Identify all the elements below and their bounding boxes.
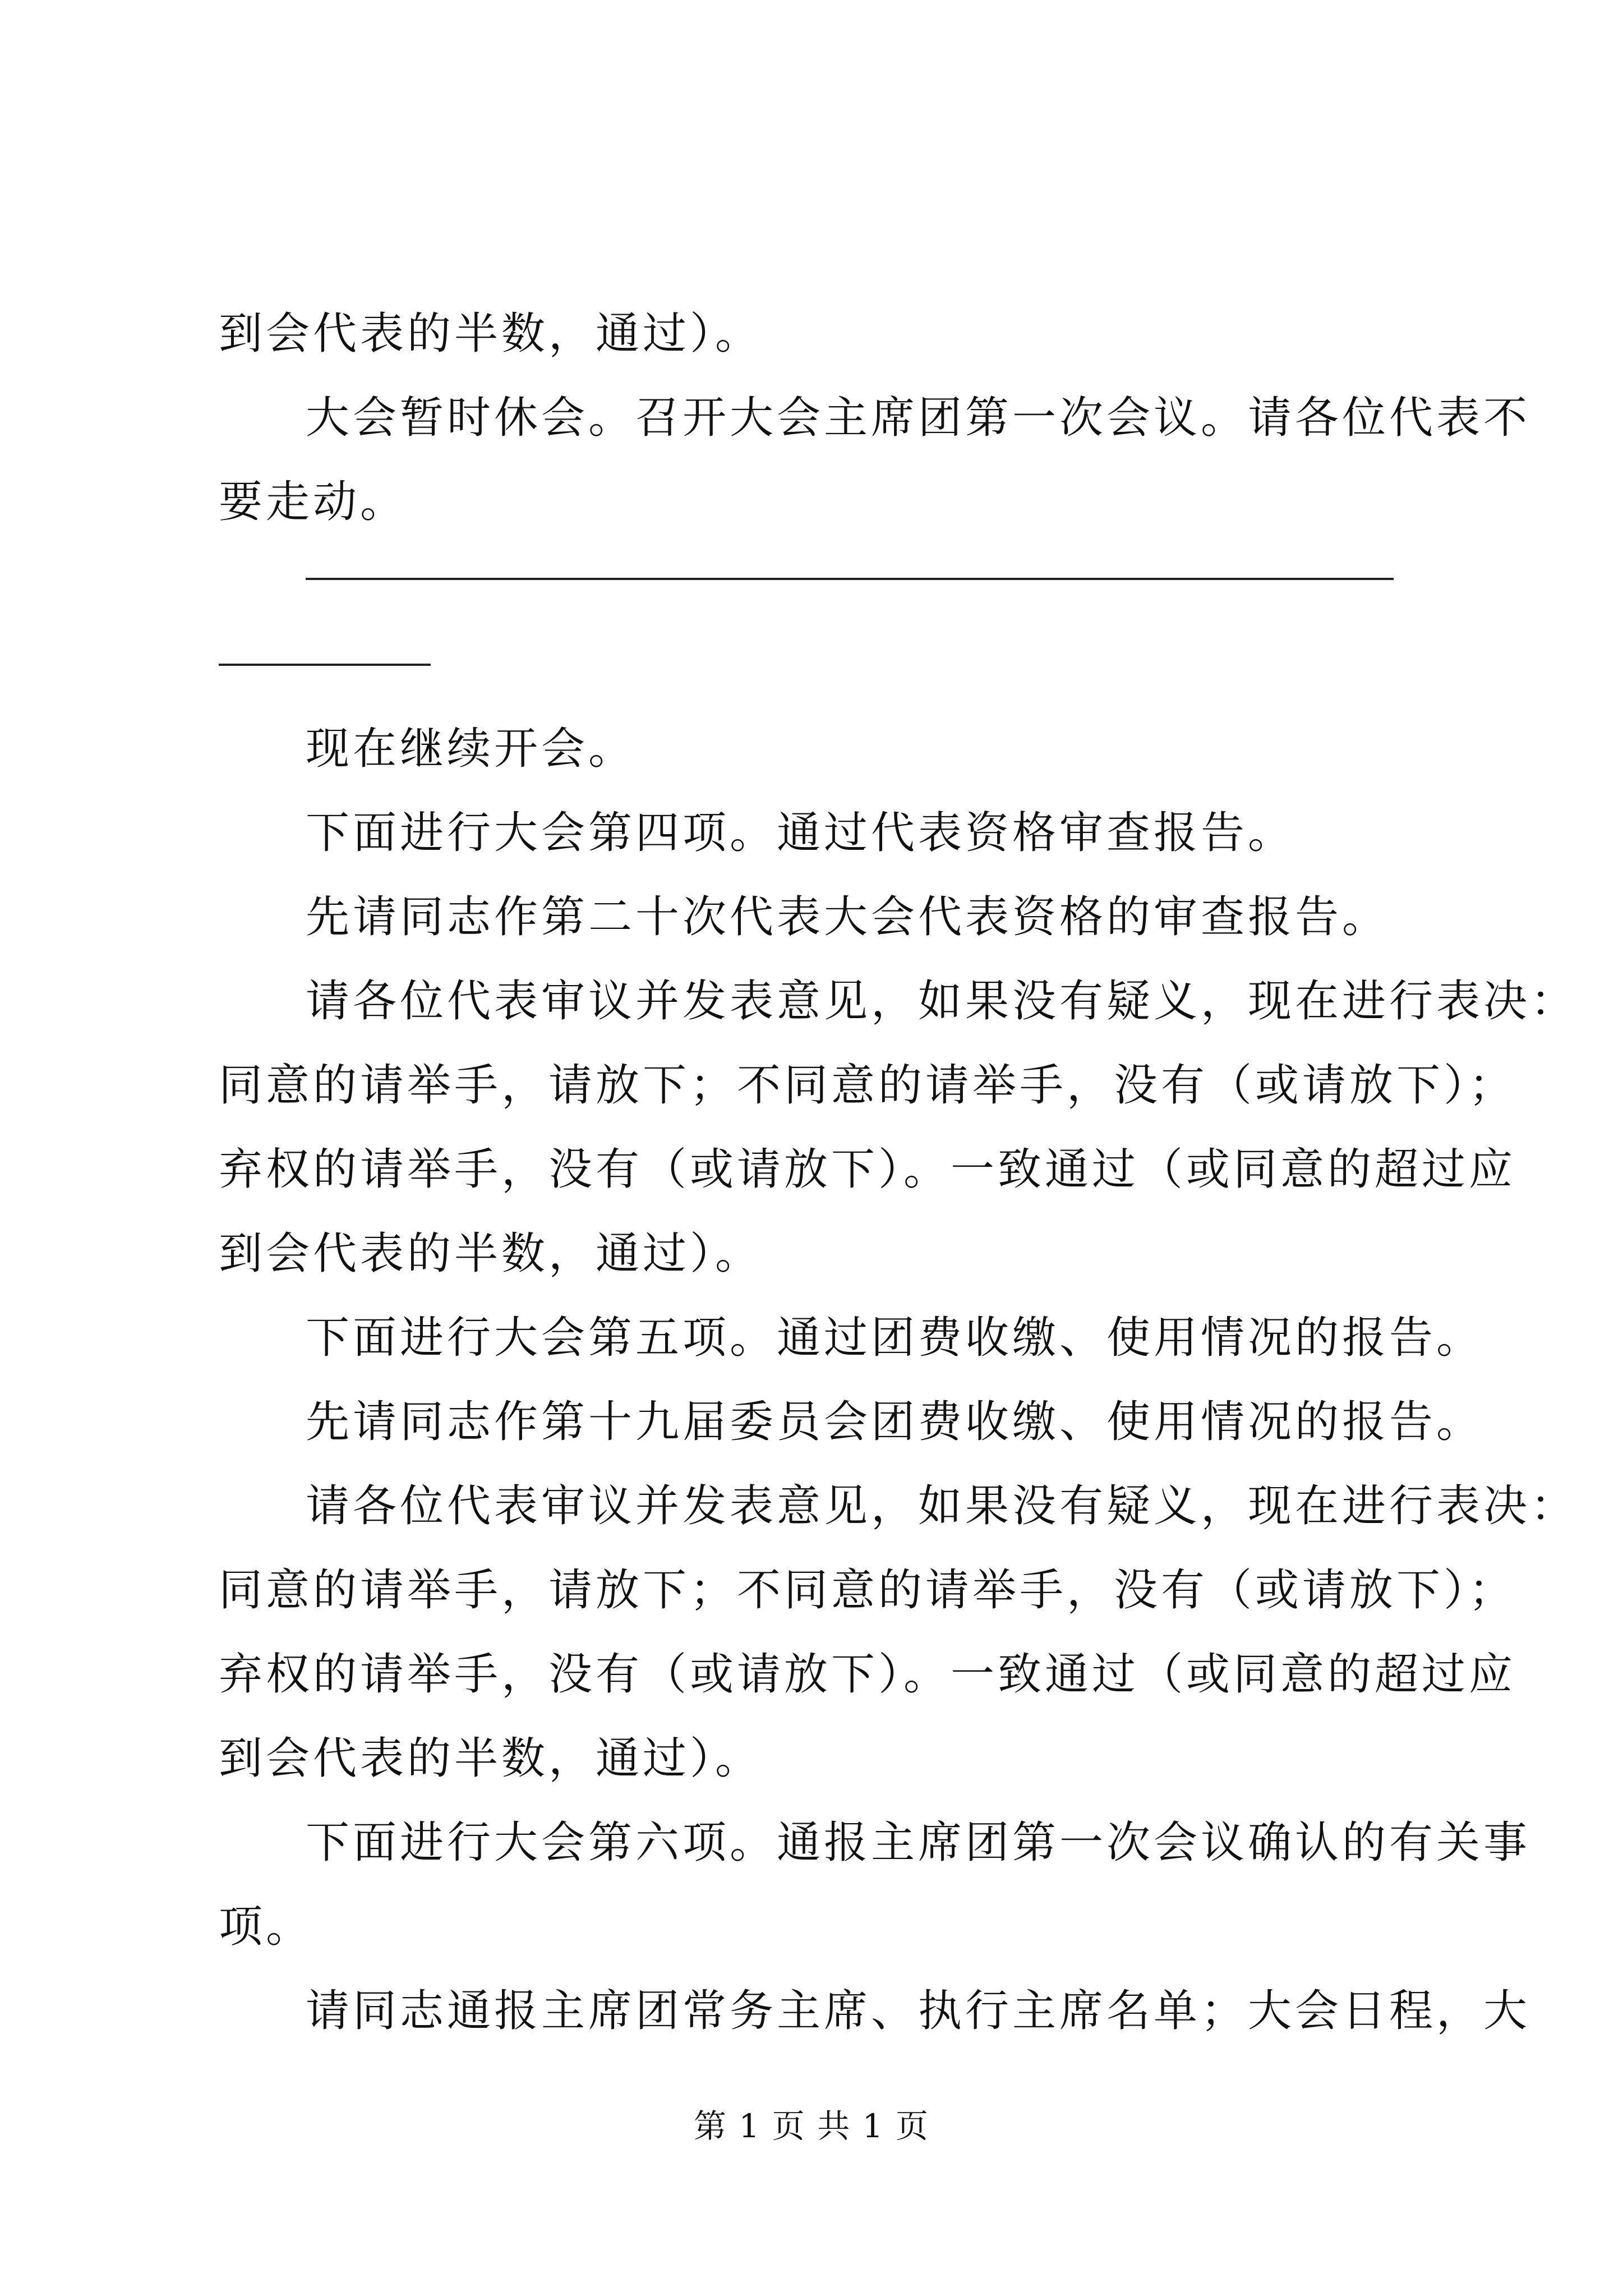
text-line: 先请同志作第十九届委员会团费收缴、使用情况的报告。 xyxy=(306,1397,1484,1447)
text-line: 弃权的请举手，没有（或请放下）。一致通过（或同意的超过应 xyxy=(219,1649,1516,1700)
page-footer: 第 1 页 共 1 页 xyxy=(694,2107,929,2145)
text-line: 到会代表的半数，通过）。 xyxy=(219,1228,763,1279)
text-line: 同意的请举手，请放下；不同意的请举手，没有（或请放下）； xyxy=(219,1565,1516,1616)
text-line: 到会代表的半数，通过）。 xyxy=(219,309,763,359)
text-line: 下面进行大会第五项。通过团费收缴、使用情况的报告。 xyxy=(306,1313,1484,1363)
text-line: 请各位代表审议并发表意见，如果没有疑义，现在进行表决： xyxy=(306,976,1578,1027)
text-line: 请各位代表审议并发表意见，如果没有疑义，现在进行表决： xyxy=(306,1481,1578,1531)
text-line: 下面进行大会第六项。通报主席团第一次会议确认的有关事 xyxy=(306,1818,1531,1868)
text-line: 同意的请举手，请放下；不同意的请举手，没有（或请放下）； xyxy=(219,1060,1516,1111)
text-line: 项。 xyxy=(219,1902,313,1952)
separator-rule xyxy=(219,664,431,666)
text-line: 大会暂时休会。召开大会主席团第一次会议。请各位代表不 xyxy=(306,393,1531,443)
text-line: 先请同志作第二十次代表大会代表资格的审查报告。 xyxy=(306,892,1390,942)
text-line: 请同志通报主席团常务主席、执行主席名单；大会日程，大 xyxy=(306,1986,1531,2036)
separator-rule xyxy=(306,578,1394,580)
text-line: 下面进行大会第四项。通过代表资格审查报告。 xyxy=(306,808,1295,858)
text-line: 现在继续开会。 xyxy=(306,724,636,774)
text-line: 弃权的请举手，没有（或请放下）。一致通过（或同意的超过应 xyxy=(219,1144,1516,1195)
text-line: 到会代表的半数，通过）。 xyxy=(219,1733,763,1784)
text-line: 要走动。 xyxy=(219,477,408,527)
